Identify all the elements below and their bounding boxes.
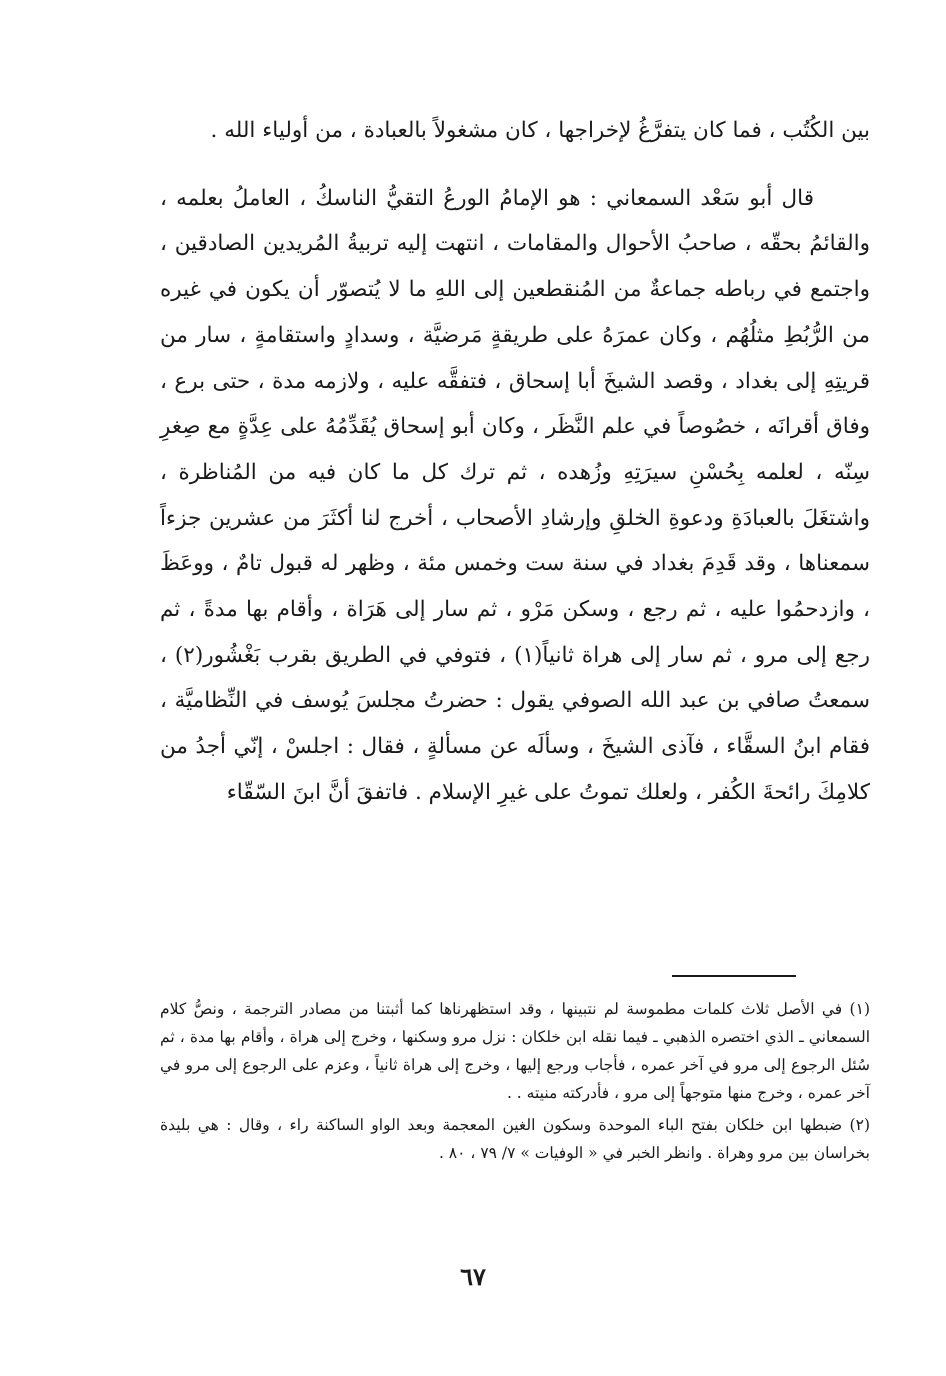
footnote-divider xyxy=(672,975,796,977)
footnotes xyxy=(160,995,870,1167)
footnote-1: (١) في الأصل ثلاث كلمات مطموسة لم نتبينها ، وقد استظهرناها كما أثبتنا من مصادر الترجمة ، ونصُّ كلام السمعاني ـ الذي اختصره الذهبي ـ فيما نقله ابن خلكان : نزل مرو وسكنها ، وخرج إلى هراة ، وأقام بها مدة ، ثم سُئل الرجوع إلى مرو في آخر عمره ، فأجاب ورجع إليها ، وخرج إلى هراة ثانياً ، وعزم على الرجوع إلى مرو في آخر عمره ، وخرج منها متوجهاً إلى مرو ، فأدركته منيته . . xyxy=(160,1000,870,1102)
main-text xyxy=(160,108,870,816)
paragraph-1: بين الكُتُب ، فما كان يتفرَّغُ لإخراجها ، كان مشغولاً بالعبادة ، من أولياء الله . xyxy=(210,118,870,143)
page-number: ٦٧ xyxy=(460,1262,486,1291)
paragraph-2: قال أبو سَعْد السمعاني : هو الإمامُ الورعُ التقيُّ الناسكُ ، العاملُ بعلمه ، والقائمُ بحقّه ، صاحبُ الأحوال والمقامات ، انتهت إليه تربيةُ المُريدين الصادقين ، واجتمع في رباطه جماعةٌ من المُنقطعين إلى اللهِ ما لا يُتصوّر أن يكون في غيره من الرُّبُطِ مثلُهُم ، وكان عمرَهُ على طريقةٍ مَرضيَّة ، وسدادٍ واستقامةٍ ، سار من قريتِهِ إلى بغداد ، وقصد الشيخَ أبا إسحاق ، فتفقَّه عليه ، ولازمه مدة ، حتى برع ، وفاق أقرانَه ، خصُوصاً في علم النَّظَر ، وكان أبو إسحاق يُقَدِّمُهُ على عِدَّةٍ مع صِغرِ سِنّه ، لعلمه بِحُسْنِ سيرَتِهِ وزُهده ، ثم ترك كل ما كان فيه من المُناظرة ، واشتغَلَ بالعبادَةِ ودعوةِ الخلقِ وإرشادِ الأصحاب ، أخرج لنا أكثَرَ من عشرين جزءاً سمعناها ، وقد قَدِمَ بغداد في سنة ست وخمس مئة ، وظهر له قبول تامٌ ، ووعَظَ ، وازدحمُوا عليه ، ثم رجع ، وسكن مَرْو ، ثم سار إلى هَرَاة ، وأقام بها مدةً ، ثم رجع إلى مرو ، ثم سار إلى هراة ثانياً(١) ، فتوفي في الطريق بقرب بَغْشُور(٢) ، سمعتُ صافي بن عبد الله الصوفي يقول : حضرتُ مجلسَ يُوسف في النِّظاميَّة ، فقام ابنُ السقَّاء ، فآذى الشيخَ ، وسألَه عن مسألةٍ ، فقال : اجلسْ ، إنّي أجدُ من كلامِكَ رائحةَ الكُفر ، ولعلك تموتُ على غيرِ الإسلام . فاتفقَ أنَّ ابنَ السّقّاء xyxy=(160,185,870,805)
footnote-2: (٢) ضبطها ابن خلكان بفتح الباء الموحدة وسكون الغين المعجمة وبعد الواو الساكنة راء ، وقال : هي بليدة بخراسان بين مرو وهراة . وانظر الخبر في « الوفيات » ٧/ ٧٩ ، ٨٠ . xyxy=(160,1116,870,1162)
